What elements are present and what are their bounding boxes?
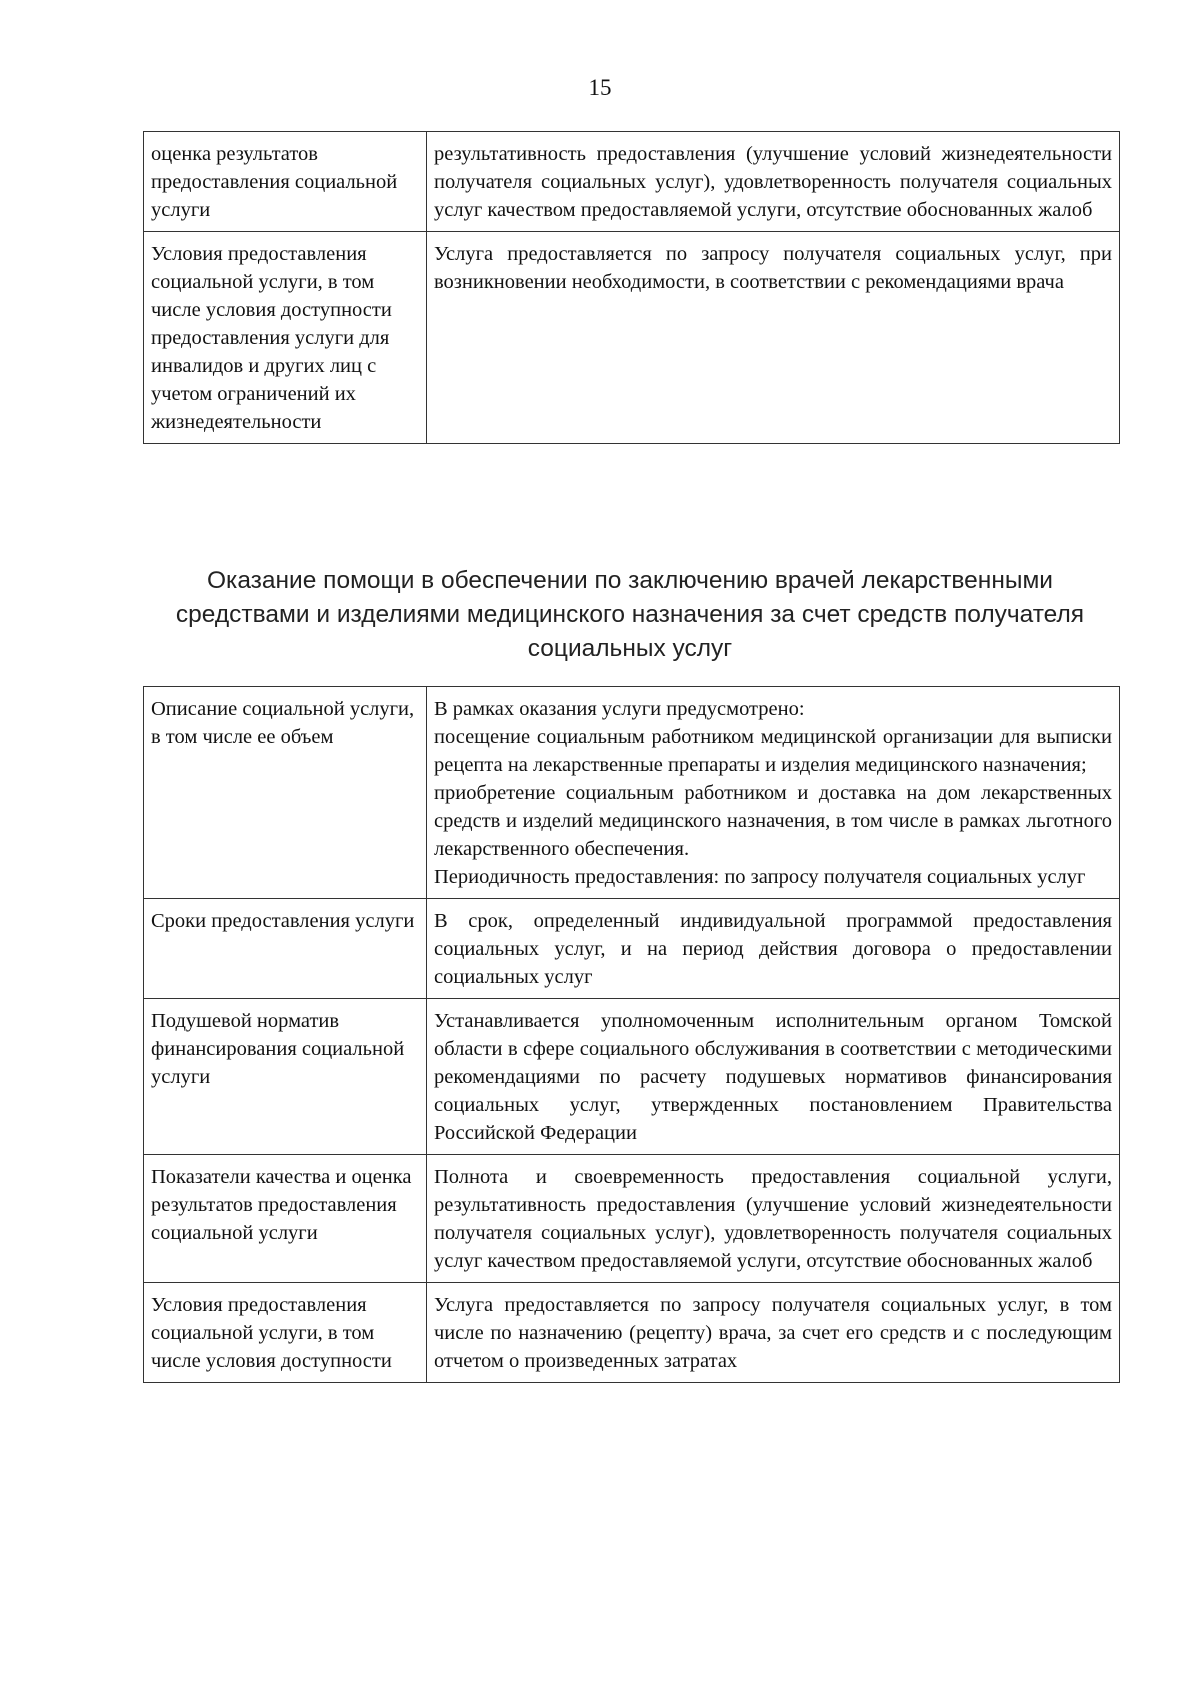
table-row (144, 899, 1120, 999)
service-table-continued (143, 131, 1120, 444)
row-value-paragraph: В срок, определенный индивидуальной программой предоставления социальных услуг, и на период действия договора о предоставлении социальных услуг (434, 910, 1112, 988)
page-number: 15 (588, 75, 612, 100)
table-row (144, 1283, 1120, 1383)
row-label: Подушевой норматив финансирования социальной услуги (144, 999, 427, 1155)
row-label: Показатели качества и оценка результатов предоставления социальной услуги (144, 1155, 427, 1283)
row-label: Сроки предоставления услуги (144, 899, 427, 999)
row-label: Описание социальной услуги, в том числе ее объем (144, 687, 427, 899)
row-label: Условия предоставления социальной услуги, в том числе условия доступности (144, 1283, 427, 1383)
row-value-paragraph: посещение социальным работником медицинской организации для выписки рецепта на лекарственные препараты и изделия медицинского назначения; (434, 726, 1112, 776)
row-label: оценка результатов предоставления социальной услуги (144, 132, 427, 232)
row-value-paragraph: В рамках оказания услуги предусмотрено: (434, 698, 805, 720)
row-value-paragraph: Устанавливается уполномоченным исполнительным органом Томской области в сфере социального обслуживания в соответствии с методическими рекомендациями по расчету подушевых нормативов финансирования социальных услуг, утвержденных постановлением Правительства Российской Федерации (434, 1010, 1112, 1144)
row-value (427, 232, 1120, 444)
row-value (427, 999, 1120, 1155)
table-row (144, 999, 1120, 1155)
table-row (144, 232, 1120, 444)
table-row (144, 1155, 1120, 1283)
row-value-paragraph: результативность предоставления (улучшение условий жизнедеятельности получателя социальных услуг), удовлетворенность получателя социальных услуг качеством предоставляемой услуги, отсутствие обоснованных жалоб (434, 143, 1112, 221)
row-value-paragraph: Услуга предоставляется по запросу получателя социальных услуг, при возникновении необходимости, в соответствии с рекомендациями врача (434, 243, 1112, 293)
row-value (427, 687, 1120, 899)
row-value-paragraph: приобретение социальным работником и доставка на дом лекарственных средств и изделий медицинского назначения, в том числе в рамках льготного лекарственного обеспечения. (434, 782, 1112, 860)
row-value-paragraph: Периодичность предоставления: по запросу получателя социальных услуг (434, 866, 1086, 888)
row-value (427, 899, 1120, 999)
row-value-paragraph: Полнота и своевременность предоставления социальной услуги, результативность предоставления (улучшение условий жизнедеятельности получателя социальных услуг), удовлетворенность получателя социальных услуг качеством предоставляемой услуги, отсутствие обоснованных жалоб (434, 1166, 1112, 1272)
row-value (427, 1155, 1120, 1283)
service-table (143, 686, 1120, 1383)
table-row (144, 132, 1120, 232)
section-title: Оказание помощи в обеспечении по заключению врачей лекарственными средствами и изделиями медицинского назначения за счет средств получателя социальных услуг (175, 567, 1085, 662)
row-value (427, 132, 1120, 232)
row-value (427, 1283, 1120, 1383)
table-row (144, 687, 1120, 899)
row-value-paragraph: Услуга предоставляется по запросу получателя социальных услуг, в том числе по назначению (рецепту) врача, за счет его средств и с последующим отчетом о произведенных затратах (434, 1294, 1112, 1372)
row-label: Условия предоставления социальной услуги, в том числе условия доступности предоставления услуги для инвалидов и других лиц с учетом ограничений их жизнедеятельности (144, 232, 427, 444)
